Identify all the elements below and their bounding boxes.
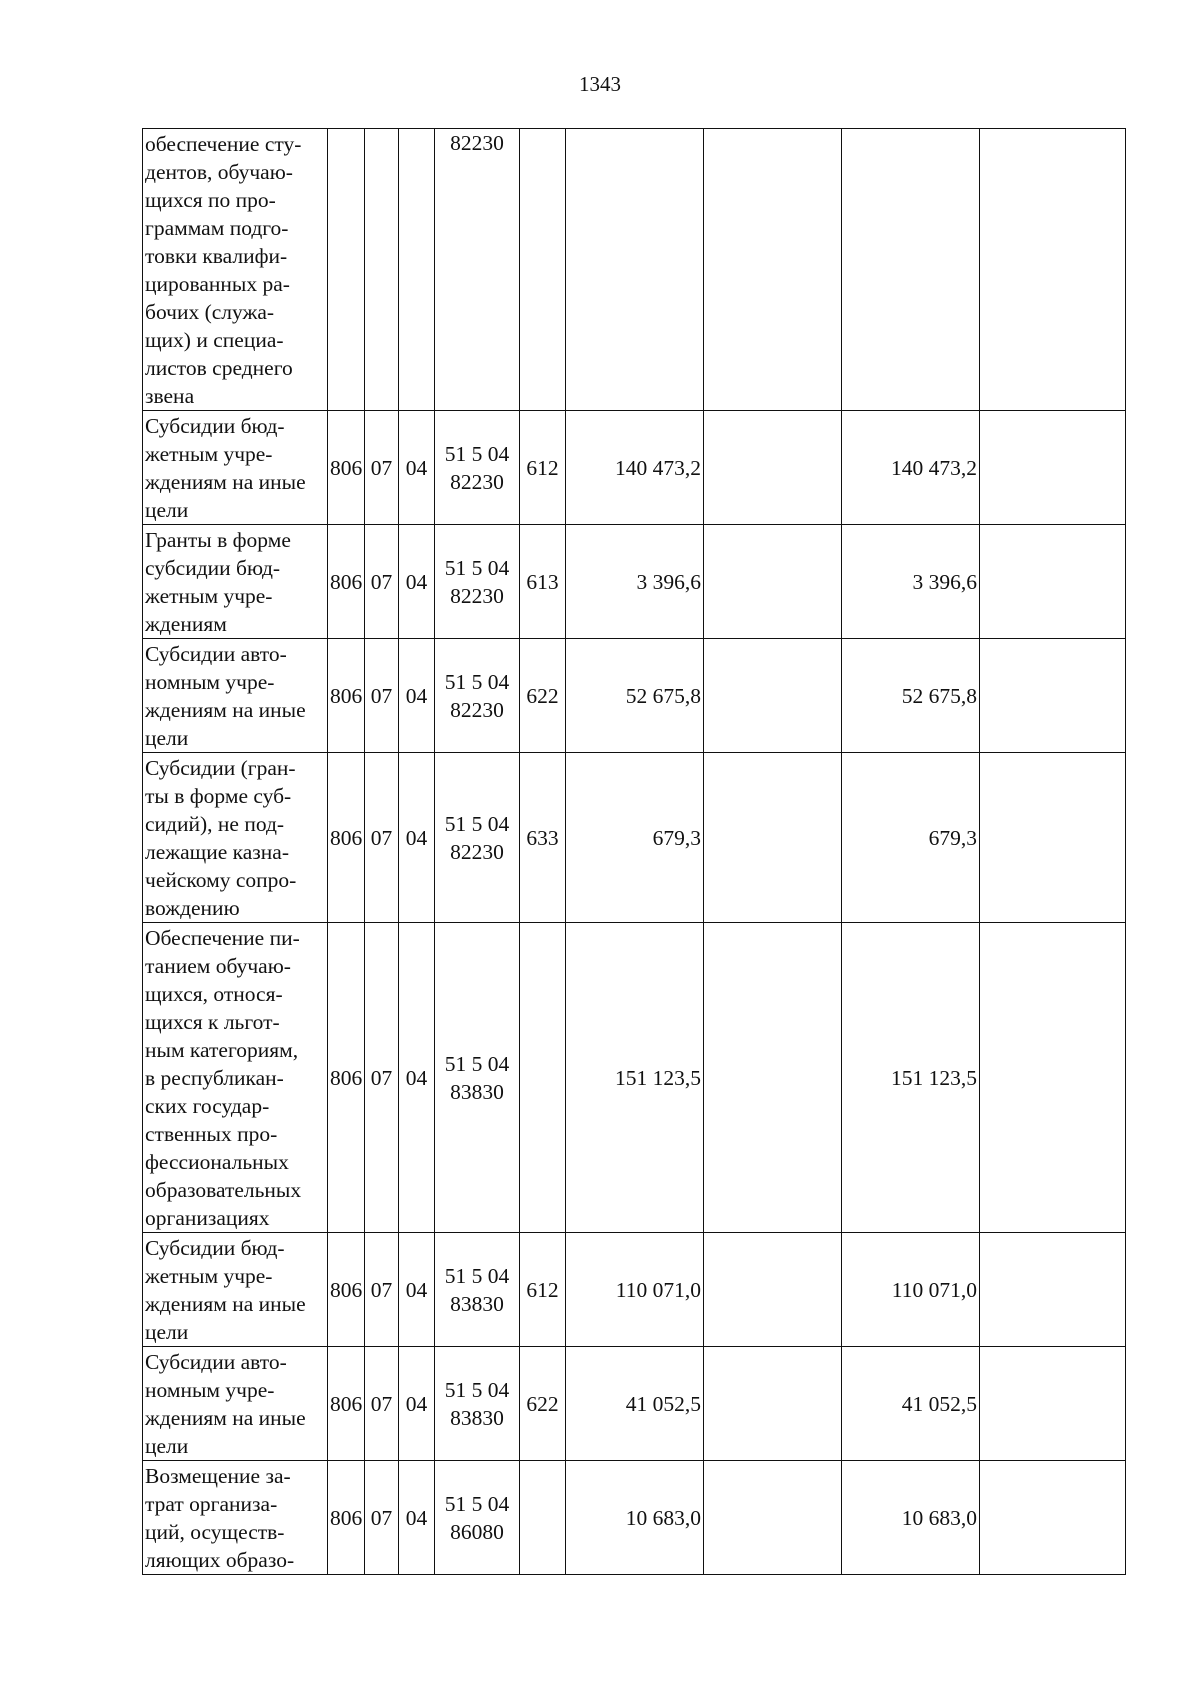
sum-cell (980, 1233, 1126, 1347)
sum-cell: 151 123,5 (842, 923, 980, 1233)
rz-cell: 07 (365, 753, 399, 923)
csr-code-line: 83830 (450, 1291, 504, 1316)
csr-code-line: 51 5 04 (444, 1263, 510, 1288)
vr-cell: 622 (520, 639, 566, 753)
rz-cell: 07 (365, 411, 399, 525)
csr-code-line: 51 5 04 (444, 811, 510, 836)
sum-cell: 140 473,2 (842, 411, 980, 525)
csr-code-line: 82230 (450, 697, 504, 722)
sum-cell (980, 129, 1126, 411)
sum-cell (980, 1461, 1126, 1575)
csr-code-line: 82230 (450, 839, 504, 864)
sum-cell (704, 1233, 842, 1347)
vr-cell: 633 (520, 753, 566, 923)
sum-cell: 679,3 (566, 753, 704, 923)
ved-cell: 806 (328, 639, 365, 753)
sum-cell: 52 675,8 (842, 639, 980, 753)
table-row (143, 1347, 1126, 1461)
sum-cell (980, 639, 1126, 753)
row-name-cell: Субсидии бюд- жетным учре- ждениям на иные цели (143, 411, 328, 525)
csr-code-line: 51 5 04 (444, 1377, 510, 1402)
budget-table (142, 128, 1126, 1575)
sum-cell (704, 753, 842, 923)
vr-cell: 613 (520, 525, 566, 639)
sum-cell: 10 683,0 (842, 1461, 980, 1575)
table-row (143, 411, 1126, 525)
row-name-cell: Обеспечение пи- танием обучаю- щихся, относя- щихся к льгот- ным категориям, в республикан- ских государ- ственных про- фессиональных образовательных организациях (143, 923, 328, 1233)
row-name-cell: Гранты в форме субсидии бюд- жетным учре- ждениям (143, 525, 328, 639)
pr-cell: 04 (399, 411, 435, 525)
rz-cell: 07 (365, 1347, 399, 1461)
pr-cell: 04 (399, 1461, 435, 1575)
csr-code-line: 51 5 04 (444, 441, 510, 466)
table-row (143, 525, 1126, 639)
pr-cell: 04 (399, 923, 435, 1233)
csr-cell (435, 923, 520, 1233)
vr-cell: 612 (520, 1233, 566, 1347)
sum-cell (704, 411, 842, 525)
csr-cell (435, 753, 520, 923)
row-name-cell: Субсидии авто- номным учре- ждениям на иные цели (143, 1347, 328, 1461)
ved-cell: 806 (328, 753, 365, 923)
row-name-cell: обеспечение сту- дентов, обучаю- щихся по про- граммам подго- товки квалифи- цированных ра- бочих (служа- щих) и специа- листов среднего звена (143, 129, 328, 411)
sum-cell (980, 753, 1126, 923)
vr-cell (520, 923, 566, 1233)
ved-cell: 806 (328, 1461, 365, 1575)
sum-cell: 41 052,5 (566, 1347, 704, 1461)
row-name-cell: Возмещение за- трат организа- ций, осуществ- ляющих образо- (143, 1461, 328, 1575)
sum-cell: 3 396,6 (842, 525, 980, 639)
csr-code-line: 51 5 04 (444, 1491, 510, 1516)
csr-code-line: 51 5 04 (444, 669, 510, 694)
vr-cell (520, 129, 566, 411)
csr-cell (435, 1233, 520, 1347)
table-row (143, 753, 1126, 923)
csr-code-line: 82230 (450, 583, 504, 608)
sum-cell (704, 639, 842, 753)
pr-cell: 04 (399, 1233, 435, 1347)
sum-cell: 41 052,5 (842, 1347, 980, 1461)
ved-cell (328, 129, 365, 411)
sum-cell (704, 1347, 842, 1461)
sum-cell (704, 525, 842, 639)
sum-cell: 10 683,0 (566, 1461, 704, 1575)
table-row (143, 129, 1126, 411)
rz-cell (365, 129, 399, 411)
rz-cell: 07 (365, 923, 399, 1233)
sum-cell: 110 071,0 (566, 1233, 704, 1347)
sum-cell: 52 675,8 (566, 639, 704, 753)
row-name-cell: Субсидии бюд- жетным учре- ждениям на иные цели (143, 1233, 328, 1347)
sum-cell (704, 923, 842, 1233)
sum-cell: 3 396,6 (566, 525, 704, 639)
sum-cell (980, 923, 1126, 1233)
row-name-cell: Субсидии авто- номным учре- ждениям на иные цели (143, 639, 328, 753)
csr-cell (435, 129, 520, 411)
pr-cell: 04 (399, 639, 435, 753)
table-row (143, 639, 1126, 753)
csr-code-line: 82230 (450, 469, 504, 494)
csr-cell (435, 1347, 520, 1461)
csr-cell (435, 639, 520, 753)
vr-cell: 622 (520, 1347, 566, 1461)
ved-cell: 806 (328, 411, 365, 525)
sum-cell (980, 411, 1126, 525)
sum-cell (704, 1461, 842, 1575)
csr-code-line: 51 5 04 (444, 555, 510, 580)
table-row (143, 923, 1126, 1233)
pr-cell: 04 (399, 1347, 435, 1461)
sum-cell: 679,3 (842, 753, 980, 923)
vr-cell (520, 1461, 566, 1575)
table-row (143, 1461, 1126, 1575)
rz-cell: 07 (365, 1461, 399, 1575)
page-number: 1343 (579, 72, 621, 96)
sum-cell (980, 525, 1126, 639)
sum-cell (980, 1347, 1126, 1461)
csr-cell (435, 1461, 520, 1575)
pr-cell: 04 (399, 525, 435, 639)
table-body (143, 129, 1126, 1575)
pr-cell: 04 (399, 753, 435, 923)
ved-cell: 806 (328, 923, 365, 1233)
sum-cell (842, 129, 980, 411)
csr-cell (435, 525, 520, 639)
csr-code-line: 83830 (450, 1405, 504, 1430)
vr-cell: 612 (520, 411, 566, 525)
csr-code-line: 51 5 04 (444, 1051, 510, 1076)
csr-cell (435, 411, 520, 525)
ved-cell: 806 (328, 1347, 365, 1461)
sum-cell (704, 129, 842, 411)
rz-cell: 07 (365, 1233, 399, 1347)
table-row (143, 1233, 1126, 1347)
csr-code-line: 83830 (450, 1079, 504, 1104)
csr-code-line: 82230 (450, 131, 504, 155)
csr-code-line: 86080 (450, 1519, 504, 1544)
rz-cell: 07 (365, 525, 399, 639)
sum-cell: 140 473,2 (566, 411, 704, 525)
row-name-cell: Субсидии (гран- ты в форме суб- сидий), не под- лежащие казна- чейскому сопро- вождению (143, 753, 328, 923)
sum-cell: 110 071,0 (842, 1233, 980, 1347)
sum-cell: 151 123,5 (566, 923, 704, 1233)
ved-cell: 806 (328, 525, 365, 639)
sum-cell (566, 129, 704, 411)
pr-cell (399, 129, 435, 411)
rz-cell: 07 (365, 639, 399, 753)
ved-cell: 806 (328, 1233, 365, 1347)
